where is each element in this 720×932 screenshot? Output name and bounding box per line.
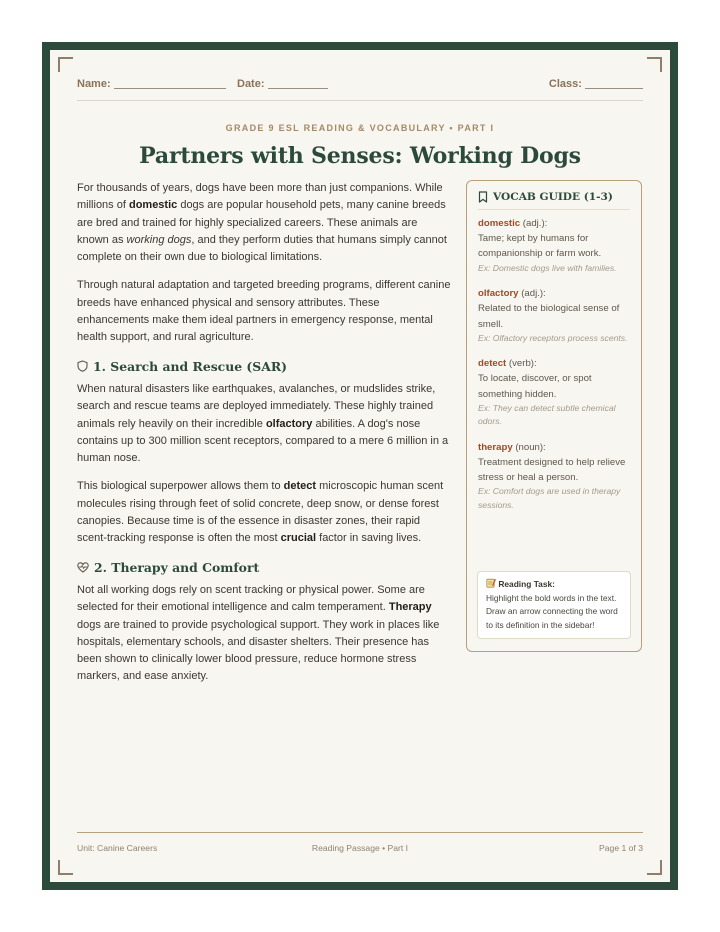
memo-icon [486, 578, 496, 588]
section-title-text: 2. Therapy and Comfort [94, 559, 260, 575]
text-run: , and they perform duties that humans simply cannot complete on their own due to biological limitations. [77, 233, 447, 264]
vocab-example: Ex: They can detect subtle chemical odors. [478, 402, 616, 427]
part-of-speech: (verb): [506, 358, 537, 370]
text-run: dogs are trained to provide psychological support. They work in places like hospitals, elementary schools, and disaster shelters. Their presence has been shown to clinically lower blood pressure, reduce hormone stress markers, and ease anxiety. [77, 618, 440, 683]
sar-paragraph-2 [77, 478, 452, 547]
text-run: For thousands of years, dogs have been more than just companions. While millions of [77, 182, 443, 212]
name-label: Name: [77, 78, 111, 90]
part-of-speech: (adj.): [520, 218, 548, 229]
name-blank-line[interactable] [114, 88, 226, 89]
section-heading-search-rescue [77, 358, 452, 375]
heart-pulse-icon [77, 562, 89, 573]
text-run: dogs are popular household pets, many canine breeds are bred and trained for highly specialized careers. These animals are known as [77, 199, 446, 246]
vocab-entry [478, 286, 630, 345]
page-frame [42, 42, 678, 890]
vocab-word: detect [478, 358, 507, 370]
text-run: factor in saving lives. [316, 532, 422, 545]
corner-ornament-bottom-left [58, 860, 73, 875]
intro-paragraph-1 [77, 180, 452, 266]
reading-task-heading: Reading Task: [498, 579, 555, 589]
vocab-highlight-detect: detect [283, 480, 317, 493]
footer-unit: Unit: Canine Careers [77, 843, 158, 853]
vocab-guide-title: VOCAB GUIDE (1-3) [493, 191, 613, 203]
therapy-paragraph-1 [77, 582, 452, 686]
class-field[interactable] [549, 78, 643, 90]
text-run: Not all working dogs rely on scent tracking or physical power. Some are selected for their emotional intelligence and calm temperament. [77, 583, 425, 614]
name-field[interactable] [77, 78, 226, 90]
sar-paragraph-1 [77, 381, 452, 467]
vocab-definition: Treatment designed to help relieve stress or heal a person. [478, 457, 626, 484]
reading-task-header [486, 578, 622, 592]
corner-ornament-top-right [647, 57, 662, 72]
reading-passage [77, 180, 452, 697]
vocab-guide-sidebar [466, 180, 642, 652]
vocab-example: Ex: Comfort dogs are used in therapy sessions. [478, 486, 621, 510]
footer-page-number: Page 1 of 3 [599, 843, 643, 853]
class-blank-line[interactable] [585, 88, 643, 89]
section-heading-therapy [77, 559, 452, 576]
corner-ornament-bottom-right [647, 860, 662, 875]
text-run: microscopic human scent molecules rising through feet of solid concrete, deep snow, or dense forest canopies. Because time is of the essence in disaster zones, their rapid scent-tracking response is often the most [77, 480, 444, 545]
vocab-highlight-domestic: domestic [128, 199, 178, 212]
vocab-highlight-olfactory: olfactory [265, 417, 313, 430]
vocab-definition: Tame; kept by humans for companionship or farm work. [478, 233, 602, 260]
vocab-example: Ex: Olfactory receptors process scents. [478, 332, 628, 343]
text-run: This biological superpower allows them to [77, 480, 284, 493]
class-label: Class: [548, 78, 582, 90]
reading-task-text: Highlight the bold words in the text. Draw an arrow connecting the word to its definition in the sidebar! [486, 592, 618, 630]
vocab-definition: To locate, discover, or spot something hidden. [478, 373, 592, 400]
page-footer [77, 832, 643, 853]
bookmark-icon [478, 191, 488, 203]
date-label: Date: [237, 78, 265, 90]
keyword-crucial: crucial [280, 532, 317, 545]
section-title-text: 1. Search and Rescue (SAR) [93, 358, 288, 374]
page-title: Partners with Senses: Working Dogs [139, 143, 581, 169]
vocab-guide-header [478, 191, 630, 210]
part-of-speech: (adj.): [518, 288, 546, 300]
vocab-entry [478, 440, 630, 513]
working-dogs-term: working dogs [126, 233, 192, 246]
date-field[interactable] [237, 78, 328, 90]
vocab-word: olfactory [478, 288, 519, 300]
vocab-example: Ex: Domestic dogs live with families. [478, 262, 617, 273]
shield-icon [77, 360, 88, 372]
date-blank-line[interactable] [268, 88, 328, 89]
intro-paragraph-2: Through natural adaptation and targeted breeding programs, different canine breeds have enhanced physical and sensory attributes. These enhancements make them ideal partners in emergency response, mental health support, and rural agriculture. [77, 279, 451, 344]
part-of-speech: (noun): [512, 441, 546, 453]
grade-kicker: GRADE 9 ESL READING & VOCABULARY • PART I [225, 123, 495, 133]
text-run: abilities. A dog's nose contains up to 300 million scent receptors, compared to a mere 6 million in a human nose. [77, 417, 449, 465]
student-info-row [77, 78, 643, 101]
vocab-word: domestic [478, 218, 521, 229]
vocab-word: therapy [478, 441, 513, 453]
footer-section: Reading Passage • Part I [311, 843, 409, 853]
vocab-definition: Related to the biological sense of smell. [478, 303, 620, 330]
vocab-highlight-therapy: Therapy [388, 601, 432, 614]
reading-task-box [477, 571, 631, 639]
worksheet-page [50, 50, 670, 882]
vocab-entry [478, 356, 630, 429]
text-run: When natural disasters like earthquakes, avalanches, or mudslides strike, search and rescue teams are deployed immediately. These highly trained animals rely heavily on their incredible [77, 382, 436, 430]
vocab-entry [478, 216, 630, 275]
corner-ornament-top-left [58, 57, 73, 72]
